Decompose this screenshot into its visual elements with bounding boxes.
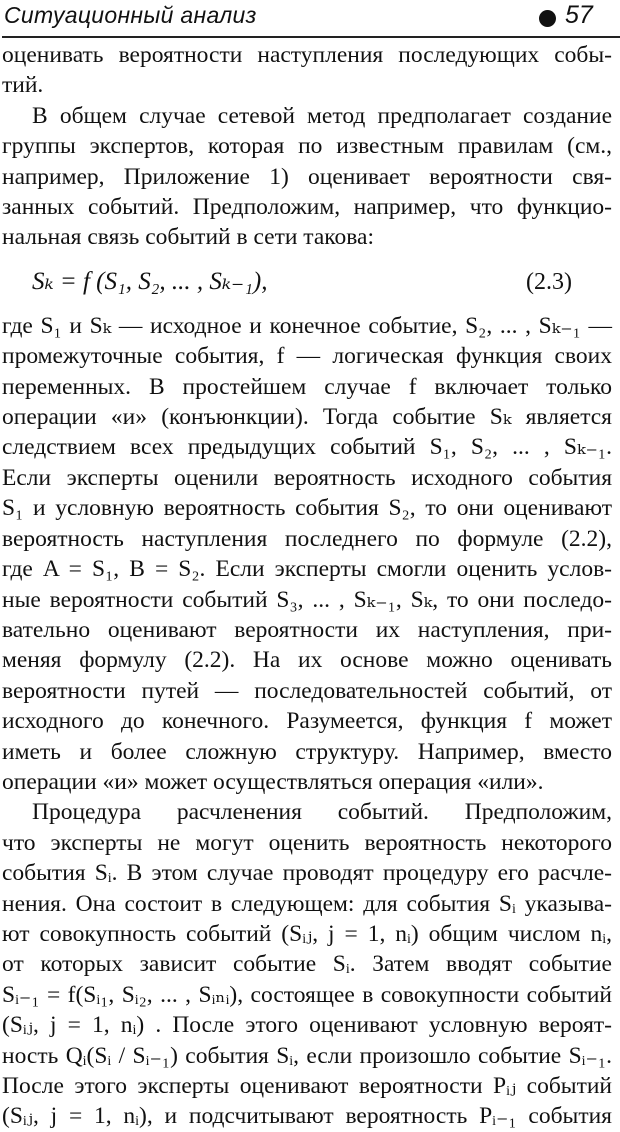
text-line: промежуточные события, f — логическая функция своих [2, 343, 612, 370]
text-line: вательно оценивают вероятности их наступления, при- [2, 616, 612, 643]
text-line: следствием всех предыдущих событий S₁, S₂, ... , Sₖ₋₁. [2, 434, 612, 461]
text-line: где S₁ и Sₖ — исходное и конечное событие, S₂, ... , Sₖ₋₁ — [2, 312, 612, 339]
text-line: меняя формулу (2.2). На их основе можно оценивать [2, 647, 612, 674]
text-line: например, Приложение 1) оценивает вероятности свя- [2, 163, 612, 190]
text-line: иметь и более сложную структуру. Например, вместо [2, 738, 612, 765]
paragraph [2, 101, 612, 253]
text-line: Если эксперты оценили вероятность исходного события [2, 464, 612, 491]
formula-2-3 [2, 259, 612, 311]
text-line: операции «и» может осуществляться операция «или». [2, 768, 544, 795]
text-line: После этого эксперты оценивают вероятности Pᵢⱼ событий [2, 1073, 612, 1099]
text-line: Процедура расчленения событий. Предположим, [32, 799, 612, 826]
text-line: группы экспертов, которая по известным правилам (см., [2, 133, 612, 160]
text-line: исходного до конечного. Разумеется, функция f может [2, 708, 612, 735]
equation-number: (2.3) [526, 268, 572, 295]
text-line: нальная связь событий в сети такова: [2, 224, 375, 251]
running-header [2, 0, 620, 38]
text-line: переменных. В простейшем случае f включает только [2, 373, 612, 400]
text-line: события Sᵢ. В этом случае проводят процедуру его расчле- [2, 860, 612, 887]
text-line: что эксперты не могут оценить вероятность некоторого [2, 829, 612, 856]
text-line: от которых зависит событие Sᵢ. Затем вводят событие [2, 951, 612, 978]
text-line: операции «и» (конъюнкции). Тогда событие Sₖ является [2, 404, 612, 431]
formula-expression: Sₖ = f (S₁, S₂, ... , Sₖ₋₁), [32, 267, 268, 295]
text-line: (Sᵢⱼ, j = 1, nᵢ) . После этого оценивают условную вероят- [2, 1012, 612, 1039]
paragraph [2, 797, 612, 1131]
text-line: вероятность наступления последнего по формуле (2.2), [2, 525, 612, 552]
text-line: ные вероятности событий S₃, ... , Sₖ₋₁, Sₖ, то они последо- [2, 586, 612, 613]
text-line: Sᵢ₋₁ = f(Sᵢ₁, Sᵢ₂, ... , Sᵢₙᵢ), состоящее в совокупности событий [2, 981, 612, 1008]
text-line: нения. Она состоит в следующем: для события Sᵢ указыва- [2, 890, 612, 917]
body-text [2, 40, 612, 1132]
paragraph [2, 311, 612, 798]
text-line: В общем случае сетевой метод предполагает создание [32, 102, 612, 129]
text-line: S₁ и условную вероятность события S₂, то они оценивают [2, 495, 612, 522]
text-line: тий. [2, 72, 44, 99]
text-line: ность Qᵢ(Sᵢ / Sᵢ₋₁) события Sᵢ, если произошло событие Sᵢ₋₁. [2, 1042, 612, 1069]
bullet-dot-icon [539, 10, 556, 27]
running-title: Ситуационный анализ [4, 2, 257, 28]
text-line: занных событий. Предположим, например, что функцио- [2, 194, 612, 221]
text-line: оценивать вероятности наступления последующих собы- [2, 42, 612, 68]
paragraph [2, 40, 612, 101]
page-number: 57 [565, 1, 593, 29]
text-line: ют совокупность событий (Sᵢⱼ, j = 1, nᵢ) общим числом nᵢ, [2, 920, 612, 947]
text-line: (Sᵢⱼ, j = 1, nᵢ), и подсчитывают вероятность Pᵢ₋₁ события [2, 1103, 612, 1130]
text-line: вероятности путей — последовательностей событий, от [2, 677, 612, 704]
text-line: где A = S₁, B = S₂. Если эксперты смогли оценить услов- [2, 556, 612, 583]
